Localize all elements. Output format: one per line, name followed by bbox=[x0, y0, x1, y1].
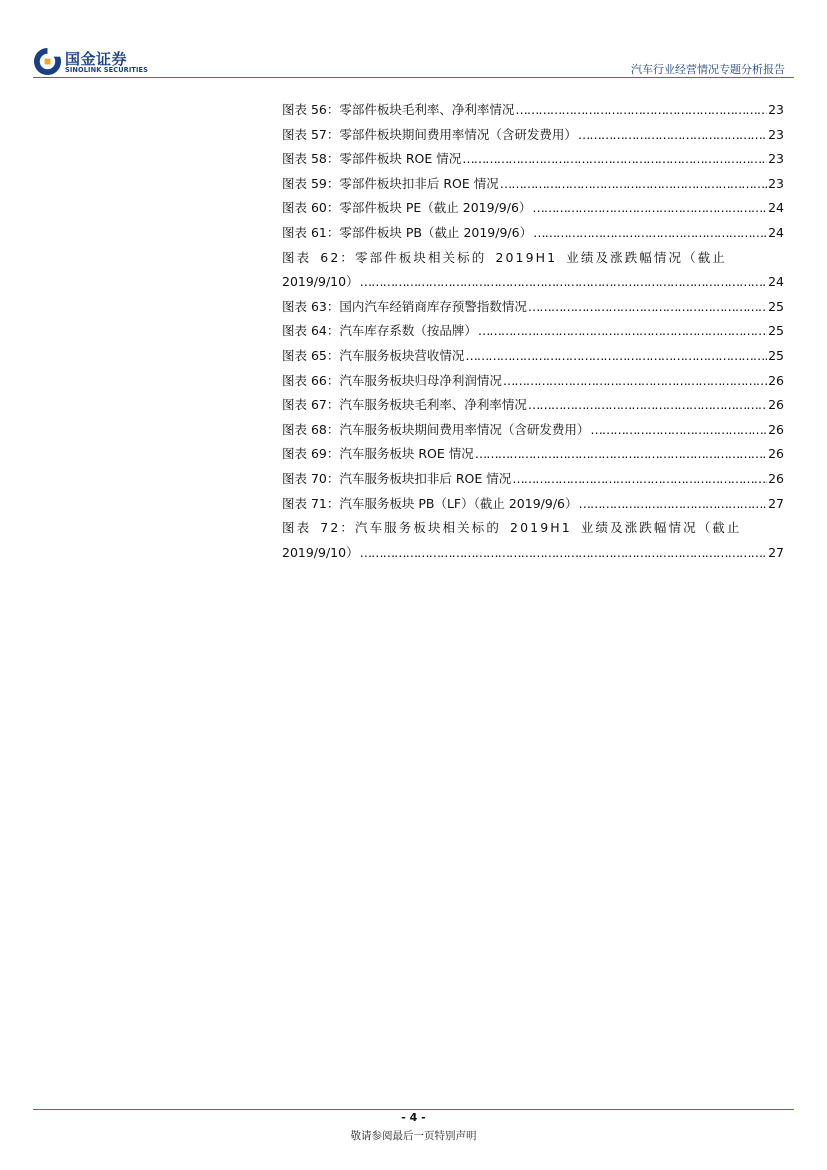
sinolink-logo-icon bbox=[33, 47, 62, 76]
toc-entry-label: 图表 67：汽车服务板块毛利率、净利率情况 bbox=[282, 397, 527, 413]
page-header bbox=[0, 0, 827, 80]
toc-entry-page: 23 bbox=[768, 126, 784, 142]
toc-entry-label: 图表 61：零部件板块 PB（截止 2019/9/6） bbox=[282, 224, 533, 240]
toc-entry-label: 图表 62：零部件板块相关标的 2019H1 业绩及涨跌幅情况（截止 bbox=[282, 249, 727, 265]
toc-entry-page: 27 bbox=[768, 544, 784, 560]
toc-leader-dots bbox=[528, 393, 767, 418]
toc-entry[interactable] bbox=[282, 369, 784, 394]
toc-entry[interactable] bbox=[282, 344, 784, 369]
toc-entry[interactable] bbox=[282, 319, 784, 344]
footer-divider bbox=[33, 1109, 794, 1110]
toc-entry-page: 27 bbox=[768, 495, 784, 511]
toc-leader-dots bbox=[478, 319, 767, 344]
toc-entry-page: 23 bbox=[768, 175, 784, 191]
toc-entry-page: 26 bbox=[768, 421, 784, 437]
toc-entry-label-continued: 2019/9/10） bbox=[282, 274, 359, 290]
toc-leader-dots bbox=[532, 196, 767, 221]
toc-leader-dots bbox=[578, 492, 767, 517]
toc-leader-dots bbox=[578, 123, 767, 148]
toc-leader-dots bbox=[515, 98, 767, 123]
report-title: 汽车行业经营情况专题分析报告 bbox=[631, 63, 785, 76]
toc-leader-dots bbox=[503, 369, 767, 394]
toc-entry[interactable] bbox=[282, 442, 784, 467]
toc-leader-dots bbox=[360, 541, 768, 566]
toc-entry-label: 图表 57：零部件板块期间费用率情况（含研发费用） bbox=[282, 126, 577, 142]
toc-leader-dots bbox=[465, 344, 767, 369]
toc-entry[interactable] bbox=[282, 492, 784, 517]
footer-disclaimer: 敬请参阅最后一页特别声明 bbox=[350, 1130, 477, 1142]
toc-entry[interactable] bbox=[282, 172, 784, 197]
toc-entry[interactable] bbox=[282, 393, 784, 418]
toc-entry[interactable] bbox=[282, 98, 784, 123]
toc-leader-dots bbox=[475, 442, 767, 467]
toc-entry-page: 25 bbox=[768, 298, 784, 314]
toc-entry-label: 图表 70：汽车服务板块扣非后 ROE 情况 bbox=[282, 470, 512, 486]
header-divider bbox=[33, 77, 794, 78]
toc-entry-page: 26 bbox=[768, 446, 784, 462]
logo-chinese-name: 国金证券 bbox=[65, 50, 128, 68]
toc-entry[interactable] bbox=[282, 147, 784, 172]
toc-entry-page: 26 bbox=[768, 397, 784, 413]
table-of-figures bbox=[282, 98, 784, 565]
toc-entry[interactable] bbox=[282, 467, 784, 492]
toc-leader-dots bbox=[590, 418, 767, 443]
page-number: - 4 - bbox=[401, 1111, 426, 1124]
toc-entry-page: 26 bbox=[768, 372, 784, 388]
toc-entry-label: 图表 72：汽车服务板块相关标的 2019H1 业绩及涨跌幅情况（截止 bbox=[282, 520, 742, 536]
toc-entry-label: 图表 60：零部件板块 PE（截止 2019/9/6） bbox=[282, 200, 532, 216]
toc-entry[interactable] bbox=[282, 246, 784, 295]
toc-entry-label: 图表 58：零部件板块 ROE 情况 bbox=[282, 151, 462, 167]
toc-entry-label: 图表 64：汽车库存系数（按品牌） bbox=[282, 323, 477, 339]
toc-entry-label: 图表 66：汽车服务板块归母净利润情况 bbox=[282, 372, 502, 388]
toc-leader-dots bbox=[360, 270, 768, 295]
toc-entry[interactable] bbox=[282, 221, 784, 246]
toc-entry[interactable] bbox=[282, 123, 784, 148]
toc-leader-dots bbox=[462, 147, 767, 172]
toc-entry[interactable] bbox=[282, 196, 784, 221]
toc-leader-dots bbox=[533, 221, 767, 246]
logo-english-name: SINOLINK SECURITIES bbox=[65, 66, 148, 74]
toc-entry-label: 图表 68：汽车服务板块期间费用率情况（含研发费用） bbox=[282, 421, 590, 437]
toc-entry-label: 图表 71：汽车服务板块 PB（LF）（截止 2019/9/6） bbox=[282, 495, 578, 511]
toc-entry-label: 图表 69：汽车服务板块 ROE 情况 bbox=[282, 446, 474, 462]
toc-leader-dots bbox=[512, 467, 767, 492]
toc-entry-page: 24 bbox=[768, 200, 784, 216]
toc-entry-page: 25 bbox=[768, 323, 784, 339]
toc-entry-page: 24 bbox=[768, 224, 784, 240]
toc-leader-dots bbox=[528, 295, 767, 320]
toc-leader-dots bbox=[500, 172, 767, 197]
company-logo bbox=[33, 47, 153, 77]
toc-entry[interactable] bbox=[282, 295, 784, 320]
toc-entry-page: 23 bbox=[768, 151, 784, 167]
toc-entry-label: 图表 56：零部件板块毛利率、净利率情况 bbox=[282, 102, 515, 117]
toc-entry[interactable] bbox=[282, 418, 784, 443]
toc-entry-page: 25 bbox=[768, 347, 784, 363]
toc-entry-page: 26 bbox=[768, 470, 784, 486]
toc-entry-label: 图表 63：国内汽车经销商库存预警指数情况 bbox=[282, 298, 527, 314]
toc-entry-page: 24 bbox=[768, 274, 784, 290]
toc-entry[interactable] bbox=[282, 516, 784, 565]
toc-entry-label-continued: 2019/9/10） bbox=[282, 544, 359, 560]
toc-entry-page: 23 bbox=[768, 102, 784, 117]
toc-entry-label: 图表 59：零部件板块扣非后 ROE 情况 bbox=[282, 175, 499, 191]
toc-entry-label: 图表 65：汽车服务板块营收情况 bbox=[282, 347, 465, 363]
